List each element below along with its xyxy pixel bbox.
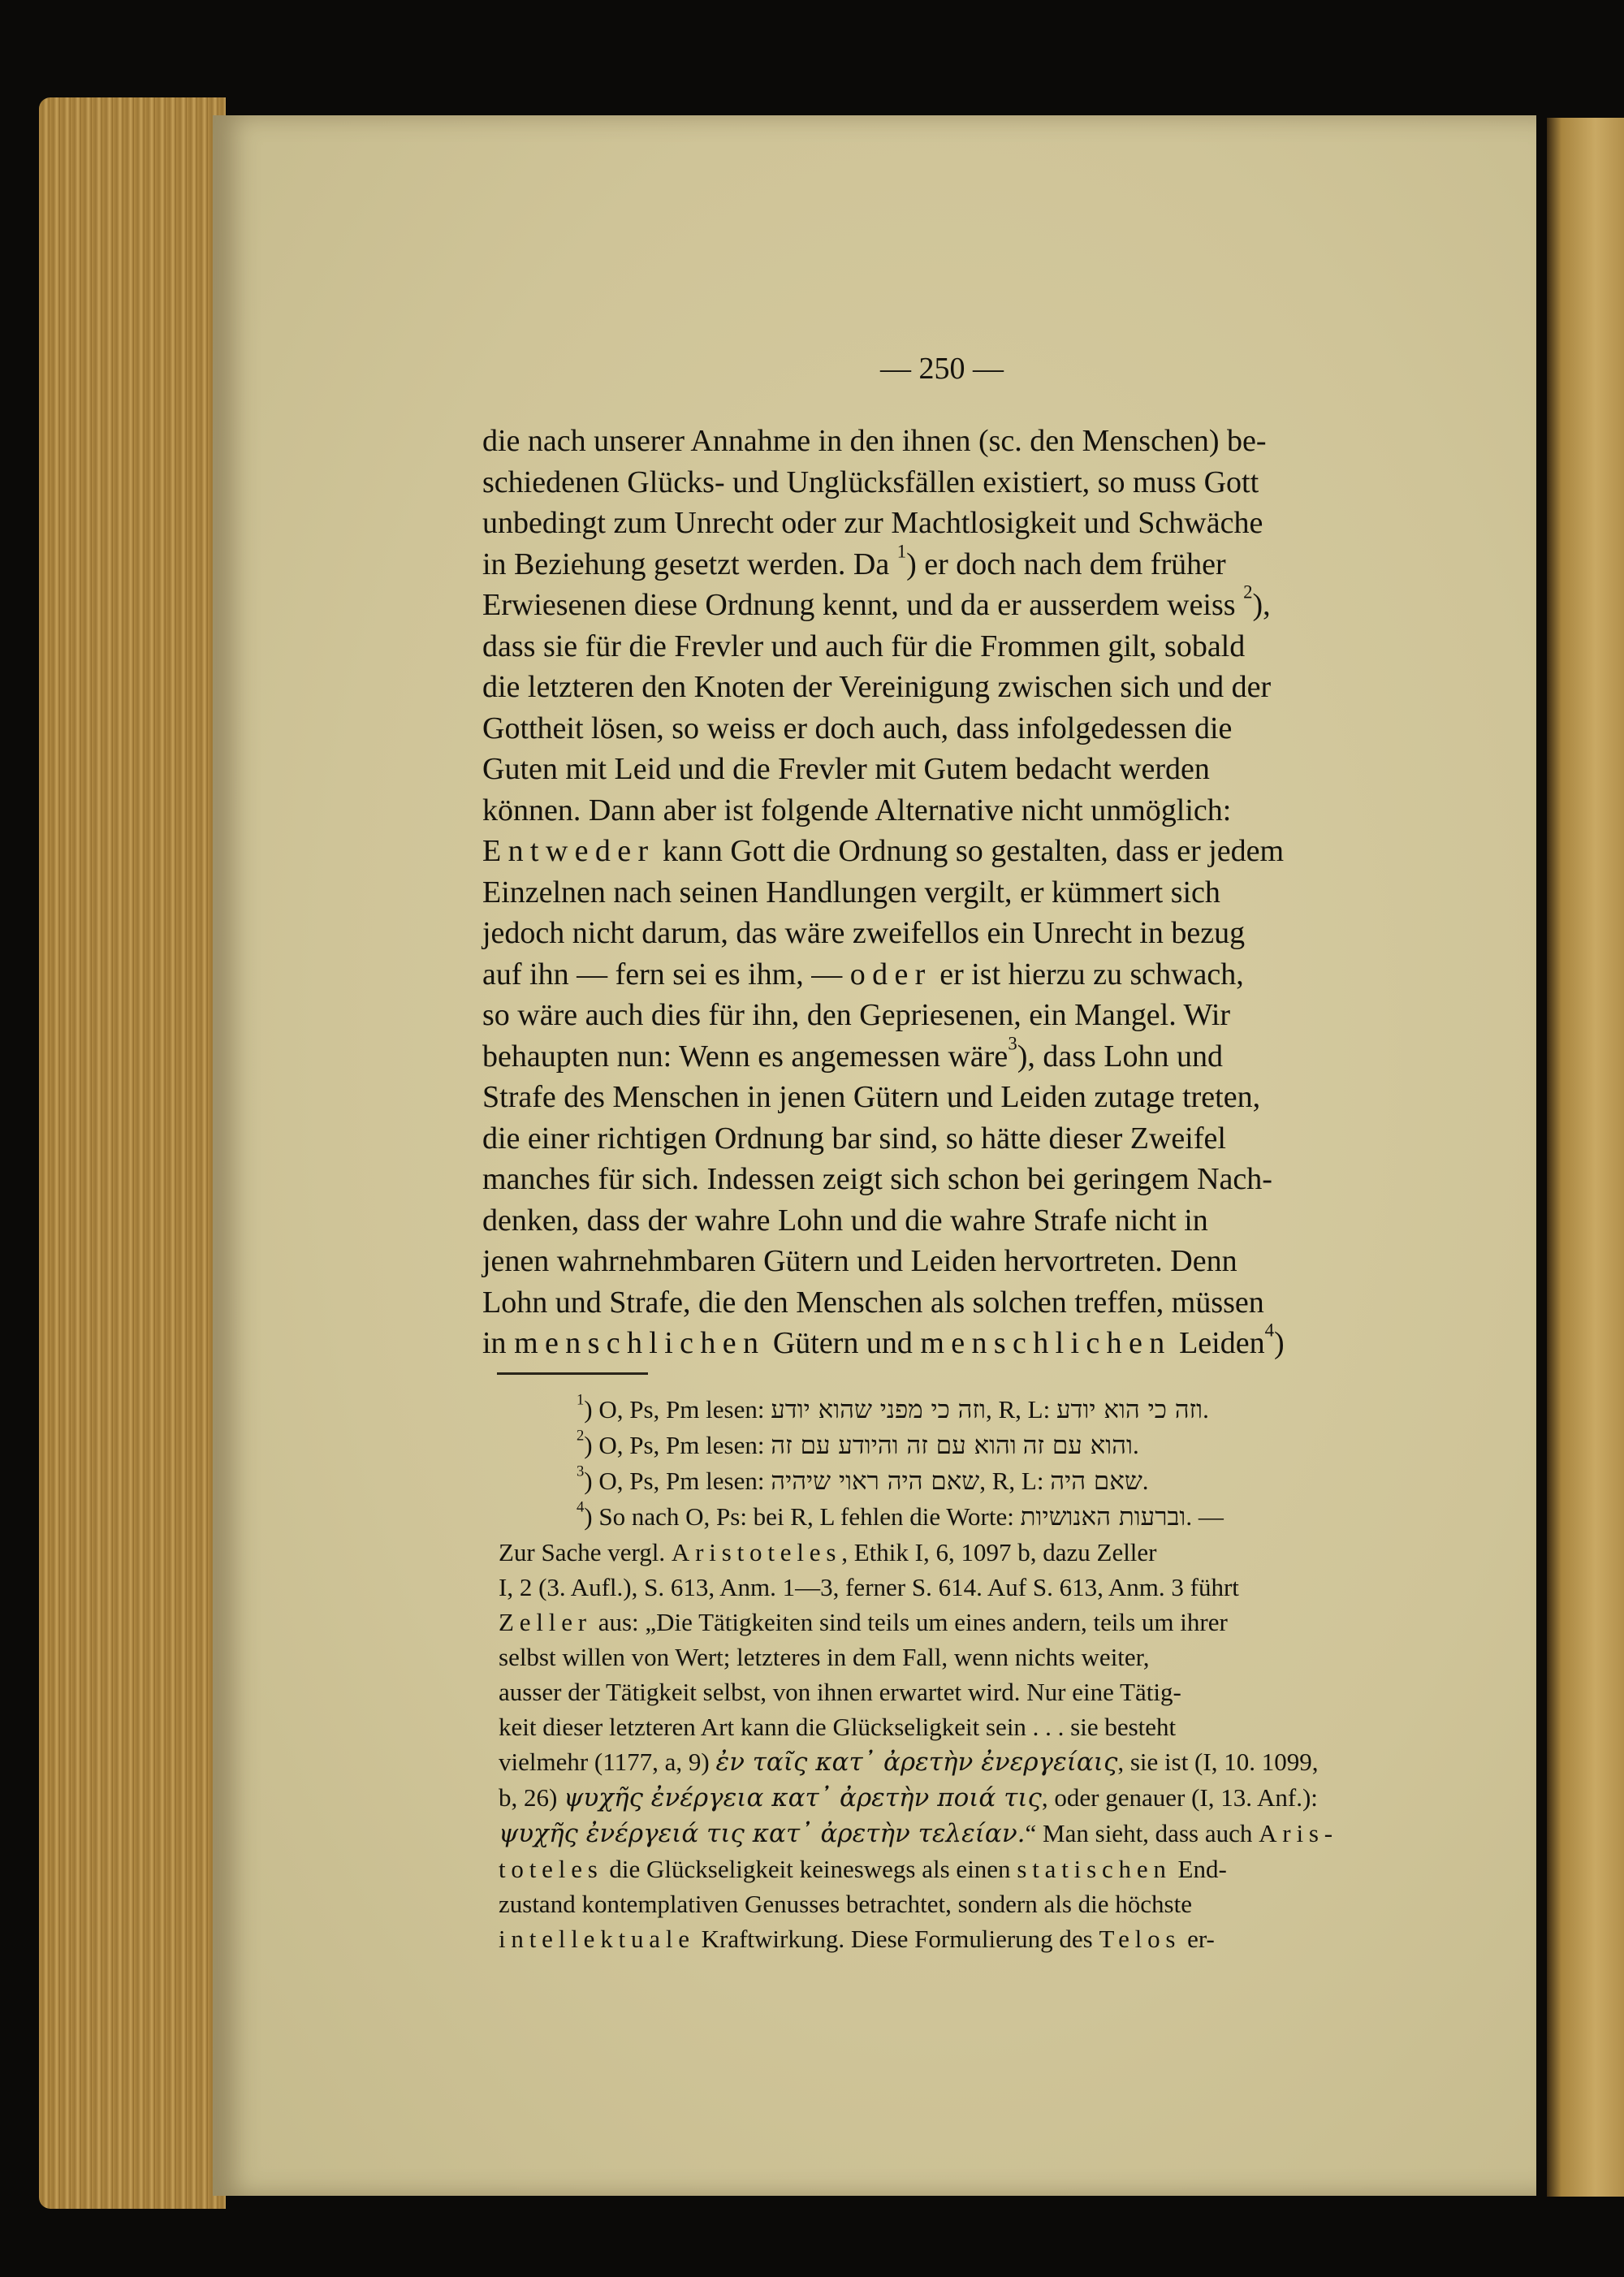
spaced-emphasis: menschlichen xyxy=(514,1326,766,1360)
text-run: denken, dass der wahre Lohn und die wahre Strafe nicht in xyxy=(482,1203,1208,1238)
text-line xyxy=(482,1032,1418,1078)
footnote-mark: 2 xyxy=(577,1427,585,1445)
text-line xyxy=(482,626,1418,668)
spaced-emphasis: statischen xyxy=(1017,1855,1172,1883)
footnote-line: keit dieser letzteren Art kann die Glückseligkeit sein . . . sie besteht xyxy=(499,1713,1177,1741)
text-line xyxy=(482,1077,1418,1118)
footnote-mark: 4 xyxy=(577,1498,585,1516)
text-run: jenen wahrnehmbaren Gütern und Leiden hervortreten. Denn xyxy=(482,1244,1237,1278)
hebrew-variant: וזה כי מפני שהוא יודע xyxy=(771,1395,986,1424)
text-run: dass sie für die Frevler und auch für die Frommen gilt, sobald xyxy=(482,629,1246,663)
text-line xyxy=(482,1200,1418,1242)
text-run: Guten mit Leid und die Frevler mit Gutem bedacht werden xyxy=(482,752,1210,786)
text-line xyxy=(482,540,1418,585)
text-run: in menschlichen Gütern und menschlichen Leiden$^4$) xyxy=(482,1320,1285,1360)
text-run: jedoch nicht darum, das wäre zweifellos ein Unrecht in bezug xyxy=(482,916,1246,950)
spaced-emphasis: Entweder xyxy=(482,834,655,868)
spaced-emphasis: intellektuale xyxy=(499,1925,695,1953)
footnote-ref[interactable]: 2 xyxy=(1243,581,1253,603)
footnote-line: Zeller aus: „Die Tätigkeiten sind teils um eines andern, teils um ihrer xyxy=(499,1608,1228,1636)
text-line xyxy=(482,872,1418,914)
greek-quote: ψυχῆς ἐνέργειά τις κατ᾽ ἀρετὴν τελείαν. xyxy=(499,1819,1026,1848)
hebrew-variant: וזה כי הוא יודע xyxy=(1056,1395,1203,1424)
page-edge-stack xyxy=(39,97,226,2209)
footnote-2: $^2$) O, Ps, Pm lesen: והוא עם זה והיודע עם זה והוא עם זה. xyxy=(577,1427,1139,1460)
spaced-emphasis: toteles xyxy=(499,1855,603,1883)
text-run: Entweder kann Gott die Ordnung so gestalten, dass er jedem xyxy=(482,834,1285,868)
hebrew-variant: שאם היה xyxy=(1050,1467,1142,1496)
footnote-line: zustand kontemplativen Genusses betrachtet, sondern als die höchste xyxy=(499,1890,1192,1918)
footnote-3: $^3$) O, Ps, Pm lesen: שאם היה ראוי שיהיה, R, L: שאם היה. xyxy=(577,1463,1149,1496)
spaced-emphasis: Zeller xyxy=(499,1608,592,1636)
text-line xyxy=(482,749,1418,790)
footnote-ref[interactable]: 1 xyxy=(896,540,907,561)
text-line xyxy=(482,1282,1418,1324)
text-run: Lohn und Strafe, die den Menschen als solchen treffen, müssen xyxy=(482,1285,1264,1320)
footnote-ref[interactable]: 3 xyxy=(1008,1032,1017,1053)
hebrew-variant: שאם היה ראוי שיהיה xyxy=(771,1467,980,1496)
footnote-mark: 3 xyxy=(577,1463,585,1480)
text-run: Einzelnen nach seinen Handlungen vergilt, er kümmert sich xyxy=(482,875,1220,910)
text-line xyxy=(482,462,1418,503)
text-line xyxy=(482,1159,1418,1200)
footnote-divider xyxy=(497,1372,648,1375)
spaced-emphasis: oder xyxy=(849,957,932,992)
text-line xyxy=(482,995,1418,1036)
footnote-line: ausser der Tätigkeit selbst, von ihnen erwartet wird. Nur eine Tätig- xyxy=(499,1678,1181,1706)
text-line xyxy=(482,421,1418,462)
text-run: behaupten nun: Wenn es angemessen wäre$^3$), dass Lohn und xyxy=(482,1032,1224,1074)
page-number: — 250 — xyxy=(880,352,1004,386)
text-run: die nach unserer Annahme in den ihnen (sc. den Menschen) be- xyxy=(482,424,1267,458)
text-line xyxy=(482,831,1418,872)
text-line xyxy=(482,708,1418,750)
text-run: so wäre auch dies für ihn, den Gepriesenen, ein Mangel. Wir xyxy=(482,998,1231,1032)
spaced-emphasis: Aristoteles xyxy=(671,1538,842,1566)
text-line xyxy=(482,667,1418,708)
text-line xyxy=(482,1241,1418,1282)
text-run: manches für sich. Indessen zeigt sich schon bei geringem Nach- xyxy=(482,1162,1272,1196)
text-run: können. Dann aber ist folgende Alternative nicht unmöglich: xyxy=(482,793,1232,827)
footnote-line: selbst willen von Wert; letzteres in dem Fall, wenn nichts weiter, xyxy=(499,1643,1150,1671)
text-run: Strafe des Menschen in jenen Gütern und Leiden zutage treten, xyxy=(482,1080,1261,1114)
greek-quote: ψυχῆς ἐνέργεια κατ᾽ ἀρετὴν ποιά τις xyxy=(564,1783,1042,1813)
body-text xyxy=(482,421,1418,1364)
text-line xyxy=(482,1320,1418,1364)
footnote-mark: 1 xyxy=(577,1391,585,1409)
text-run: unbedingt zum Unrecht oder zur Machtlosigkeit und Schwäche xyxy=(482,506,1263,540)
text-run: in Beziehung gesetzt werden. Da $^1$) er doch nach dem früher xyxy=(482,540,1226,581)
text-run: Gottheit lösen, so weiss er doch auch, dass infolgedessen die xyxy=(482,711,1233,745)
text-line xyxy=(482,503,1418,544)
text-line xyxy=(482,1118,1418,1160)
footnote-line: intellektuale Kraftwirkung. Diese Formulierung des Telos er- xyxy=(499,1925,1215,1953)
footnote-1: $^1$) O, Ps, Pm lesen: וזה כי מפני שהוא יודע, R, L: וזה כי הוא יודע. xyxy=(577,1391,1209,1424)
footnote-line: I, 2 (3. Aufl.), S. 613, Anm. 1—3, ferner S. 614. Auf S. 613, Anm. 3 führt xyxy=(499,1573,1239,1601)
spaced-emphasis: Telos xyxy=(1099,1925,1181,1953)
hebrew-variant: והוא עם זה xyxy=(1022,1431,1133,1460)
text-line xyxy=(482,581,1418,626)
hebrew-variant: וברעות האנושיות xyxy=(1020,1502,1186,1532)
text-run: die letzteren den Knoten der Vereinigung zwischen sich und der xyxy=(482,670,1272,704)
text-line xyxy=(482,954,1418,996)
footnote-line: vielmehr (1177, a, 9) ἐν ταῖς κατ᾽ ἀρετὴν ἐνεργείαις, sie ist (I, 10. 1099, xyxy=(499,1748,1319,1777)
text-line xyxy=(482,913,1418,954)
spaced-emphasis: menschlichen xyxy=(920,1326,1172,1360)
footnote-4: $^4$) So nach O, Ps: bei R, L fehlen die Worte: וברעות האנושיות. — xyxy=(577,1498,1224,1532)
footnote-line: Zur Sache vergl. Aristoteles, Ethik I, 6, 1097 b, dazu Zeller xyxy=(499,1538,1157,1566)
text-run: Erwiesenen diese Ordnung kennt, und da er ausserdem weiss $^2$), xyxy=(482,581,1271,622)
footnotes xyxy=(499,1392,1418,1956)
hebrew-variant: והוא עם זה והיודע עם זה xyxy=(771,1431,1017,1460)
text-run: die einer richtigen Ordnung bar sind, so hätte dieser Zweifel xyxy=(482,1121,1226,1156)
footnote-ref[interactable]: 4 xyxy=(1264,1320,1275,1341)
text-run: auf ihn — fern sei es ihm, — oder er ist hierzu zu schwach, xyxy=(482,957,1244,992)
footnote-line: toteles die Glückseligkeit keineswegs als einen statischen End- xyxy=(499,1855,1227,1883)
spaced-emphasis: Aris- xyxy=(1259,1819,1338,1847)
facing-page-edge xyxy=(1547,118,1624,2197)
greek-quote: ἐν ταῖς κατ᾽ ἀρετὴν ἐνεργείαις xyxy=(715,1748,1118,1777)
footnote-line: ψυχῆς ἐνέργειά τις κατ᾽ ἀρετὴν τελείαν.“ Man sieht, dass auch Aris- xyxy=(499,1819,1338,1848)
footnote-line: b, 26) ψυχῆς ἐνέργεια κατ᾽ ἀρετὴν ποιά τις, oder genauer (I, 13. Anf.): xyxy=(499,1783,1318,1813)
text-line xyxy=(482,790,1418,832)
text-run: schiedenen Glücks- und Unglücksfällen existiert, so muss Gott xyxy=(482,464,1259,499)
